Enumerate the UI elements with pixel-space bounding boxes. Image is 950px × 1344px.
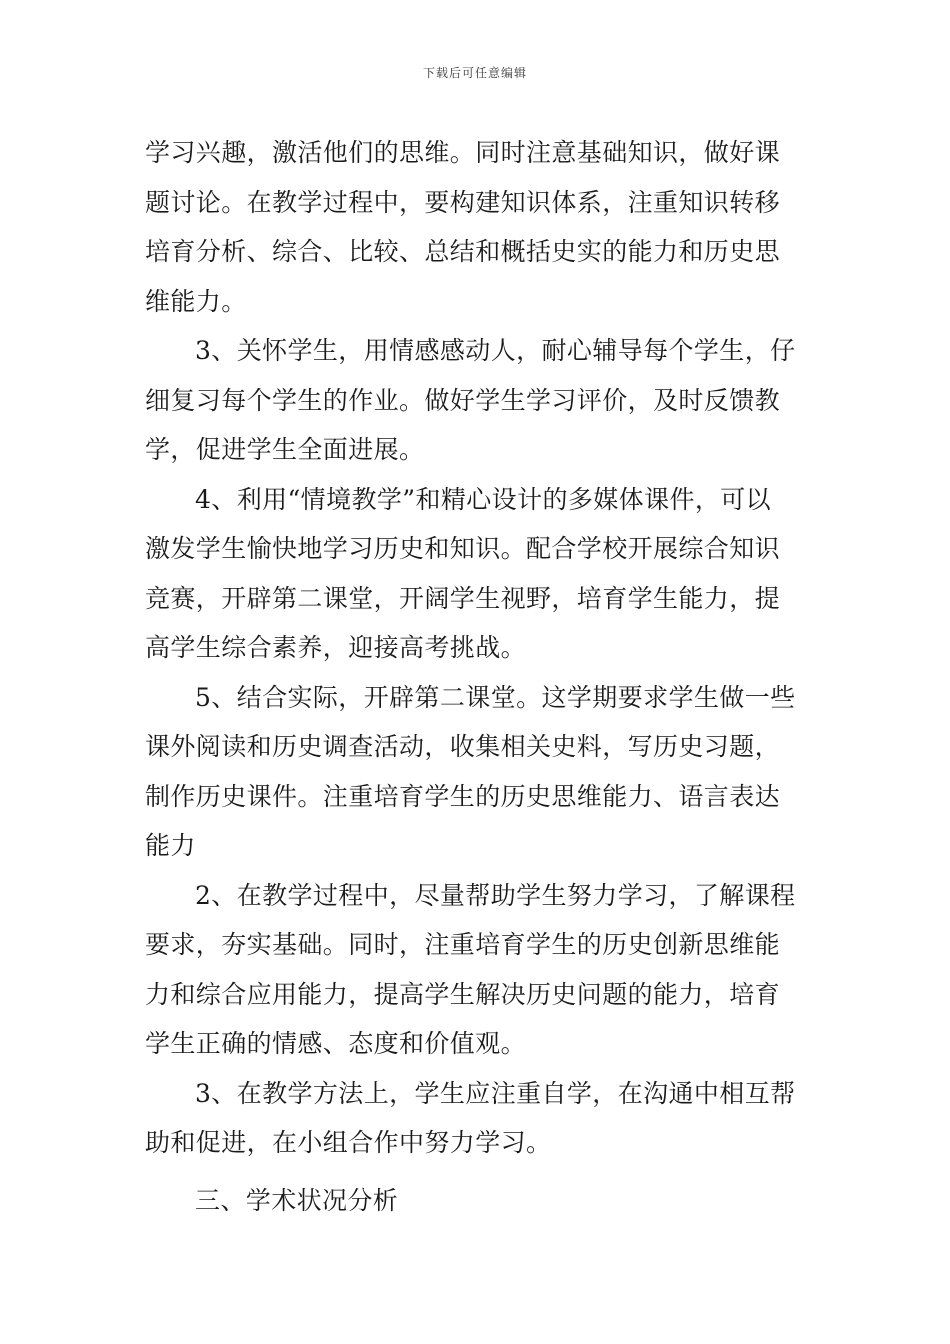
page-header: 下载后可任意编辑 — [422, 66, 527, 80]
text-line: 力和综合应用能力，提高学生解决历史问题的能力，培育 — [145, 979, 781, 1009]
paragraph-start: 3、关怀学生，用情感感动人，耐心辅导每个学生，仔 — [195, 336, 796, 365]
section-heading: 三、学术状况分析 — [195, 1185, 399, 1215]
text-line: 维能力。 — [145, 286, 247, 316]
text-line: 要求，夯实基础。同时，注重培育学生的历史创新思维能 — [145, 930, 781, 959]
spacer — [145, 1168, 810, 1176]
text-line: 竞赛，开辟第二课堂，开阔学生视野，培育学生能力，提 — [145, 583, 781, 613]
text-line: 学，促进学生全面进展。 — [145, 435, 425, 464]
text-line: 学习兴趣，激活他们的思维。同时注意基础知识，做好课 — [145, 138, 781, 167]
text-line: 学生正确的情感、态度和价值观。 — [145, 1029, 527, 1058]
text-line: 题讨论。在教学过程中，要构建知识体系，注重知识转移 — [145, 187, 781, 217]
paragraph-start: 5、结合实际，开辟第二课堂。这学期要求学生做一些 — [195, 682, 796, 712]
text-line: 课外阅读和历史调查活动，收集相关史料，写历史习题， — [145, 732, 781, 761]
text-line: 高学生综合素养，迎接高考挑战。 — [145, 633, 527, 662]
text-line: 细复习每个学生的作业。做好学生学习评价，及时反馈教 — [145, 385, 781, 415]
text-line: 助和促进，在小组合作中努力学习。 — [145, 1128, 552, 1157]
paragraph-start: 3、在教学方法上，学生应注重自学，在沟通中相互帮 — [195, 1078, 796, 1108]
paragraph-start: 4、利用“情境教学”和精心设计的多媒体课件，可以 — [195, 484, 772, 514]
text-line: 能力 — [145, 831, 196, 860]
text-line: 激发学生愉快地学习历史和知识。配合学校开展综合知识 — [145, 534, 781, 563]
paragraph-start: 2、在教学过程中，尽量帮助学生努力学习，了解课程 — [195, 880, 796, 910]
text-line: 制作历史课件。注重培育学生的历史思维能力、语言表达 — [145, 781, 781, 811]
text-line: 培育分析、综合、比较、总结和概括史实的能力和历史思 — [145, 237, 781, 266]
document-body — [145, 128, 810, 1225]
